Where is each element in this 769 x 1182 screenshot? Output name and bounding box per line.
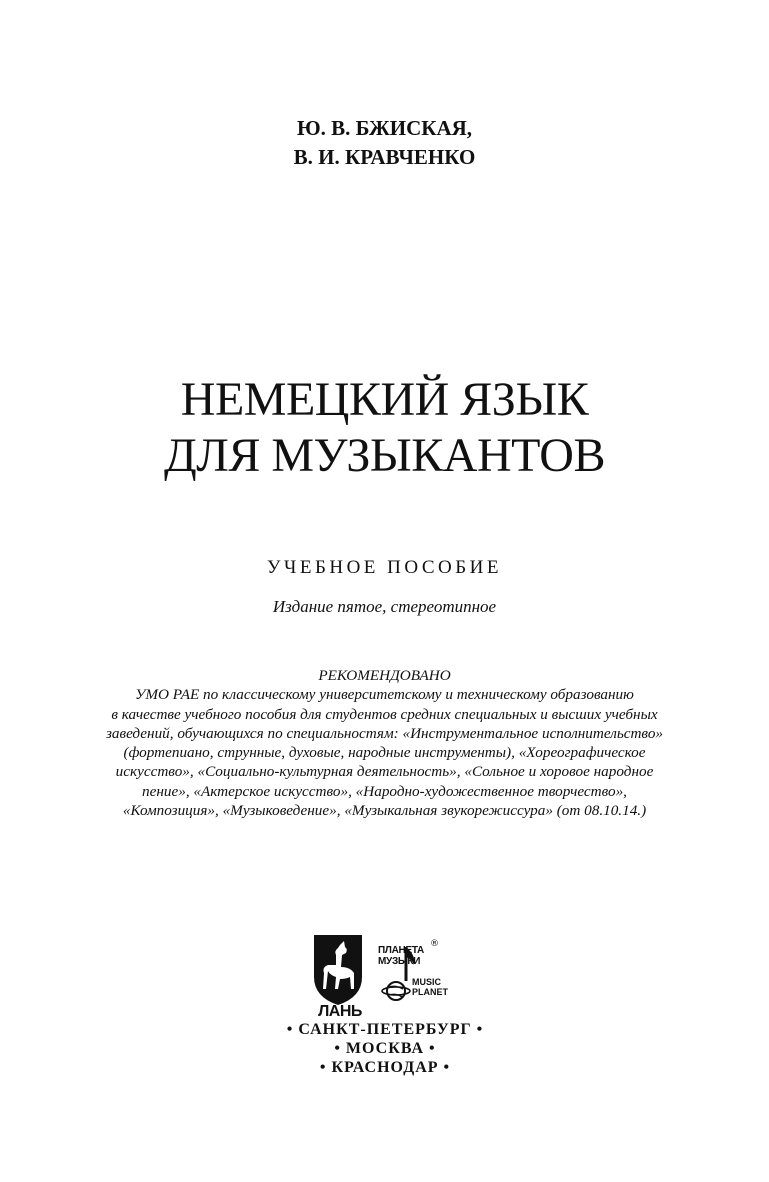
publisher-logo-name: ЛАНЬ	[318, 1003, 362, 1020]
imprint-ru-line-1: ПЛАНЕТА	[378, 945, 424, 956]
registered-mark: ®	[430, 939, 439, 949]
author-1: Ю. В. БЖИСКАЯ,	[296, 116, 473, 140]
imprint-en-line-2: PLANET	[412, 987, 448, 997]
planet-music-imprint	[378, 945, 424, 967]
author-2: В. И. КРАВЧЕНКО	[293, 145, 476, 169]
recommendation-heading: РЕКОМЕНДОВАНО	[318, 667, 451, 684]
doe-logo-icon	[310, 933, 366, 1009]
city-krasnodar: • КРАСНОДАР •	[319, 1059, 451, 1076]
recommendation-line: «Композиция», «Музыковедение», «Музыкальная звукорежиссура» (от 08.10.14.)	[122, 802, 647, 820]
edition-note: Издание пятое, стереотипное	[272, 597, 497, 616]
authors	[0, 114, 769, 172]
publisher-block	[280, 925, 490, 1075]
city-moscow: • МОСКВА •	[334, 1040, 436, 1057]
recommendation-block	[40, 666, 729, 820]
recommendation-line: искусство», «Социально-культурная деятельность», «Сольное и хоровое народное	[115, 763, 654, 781]
book-title-line-1: НЕМЕЦКИЙ ЯЗЫК	[180, 373, 589, 426]
recommendation-line: (фортепиано, струнные, духовые, народные инструменты), «Хореографическое	[123, 744, 646, 762]
imprint-ru-line-2: МУЗЫКИ	[378, 956, 421, 967]
book-title-line-2: ДЛЯ МУЗЫКАНТОВ	[164, 429, 605, 482]
recommendation-line: УМО РАЕ по классическому университетскому и техническому образованию	[135, 686, 634, 704]
music-planet-imprint	[412, 977, 448, 997]
recommendation-line: заведений, обучающихся по специальностям: «Инструментальное исполнительство»	[105, 724, 664, 742]
book-title	[0, 372, 769, 484]
recommendation-line: в качестве учебного пособия для студентов средних специальных и высших учебных	[111, 705, 658, 723]
imprint-en-line-1: MUSIC	[412, 977, 441, 987]
city-saint-petersburg: • САНКТ-ПЕТЕРБУРГ •	[286, 1021, 484, 1038]
book-subtitle: УЧЕБНОЕ ПОСОБИЕ	[267, 557, 502, 578]
recommendation-line: пение», «Актерское искусство», «Народно-художественное творчество»,	[142, 782, 627, 800]
